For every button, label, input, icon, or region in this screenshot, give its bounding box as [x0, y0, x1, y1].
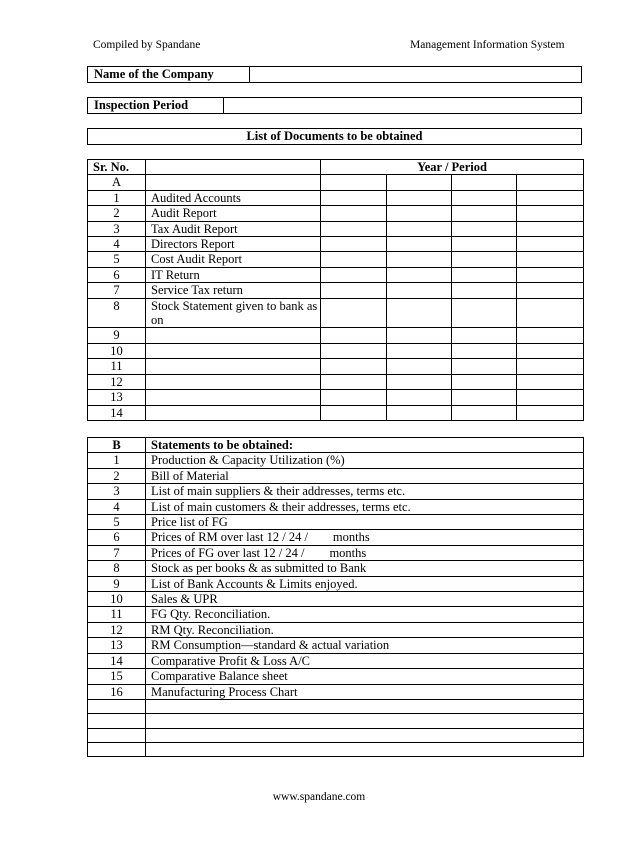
sr-no-cell: 10 [88, 343, 146, 358]
table-row [88, 545, 584, 560]
document-header-blank [146, 160, 321, 175]
year-period-cell[interactable] [387, 328, 452, 343]
year-period-cell[interactable] [452, 359, 517, 374]
table-row [88, 453, 584, 468]
sr-no-cell: 6 [88, 530, 146, 545]
statement-name-cell: Manufacturing Process Chart [146, 684, 584, 699]
year-period-cell[interactable] [387, 237, 452, 252]
year-period-cell[interactable] [387, 252, 452, 267]
statement-name-cell [146, 743, 584, 757]
year-period-cell[interactable] [517, 405, 584, 420]
document-name-cell [146, 328, 321, 343]
table-row [88, 653, 584, 668]
year-period-cell[interactable] [387, 359, 452, 374]
table-row [88, 515, 584, 530]
table-row [88, 669, 584, 684]
sr-no-cell: 9 [88, 328, 146, 343]
year-period-cell[interactable] [387, 283, 452, 298]
statement-name-cell: Comparative Balance sheet [146, 669, 584, 684]
statement-name-cell: RM Consumption—standard & actual variation [146, 638, 584, 653]
statement-name-cell: FG Qty. Reconciliation. [146, 607, 584, 622]
statement-name-cell: List of Bank Accounts & Limits enjoyed. [146, 576, 584, 591]
table-row [88, 343, 584, 358]
table-row [88, 298, 584, 328]
year-period-cell[interactable] [387, 374, 452, 389]
table-cell[interactable] [321, 175, 387, 190]
year-period-cell[interactable] [452, 190, 517, 205]
table-row [88, 684, 584, 699]
year-period-cell[interactable] [387, 390, 452, 405]
year-period-cell[interactable] [517, 252, 584, 267]
sr-no-cell [88, 699, 146, 713]
year-period-cell[interactable] [452, 343, 517, 358]
year-period-cell[interactable] [517, 283, 584, 298]
statement-name-cell [146, 714, 584, 728]
year-period-cell[interactable] [452, 221, 517, 236]
table-row [88, 592, 584, 607]
document-name-cell [146, 374, 321, 389]
year-period-cell[interactable] [452, 405, 517, 420]
year-period-cell[interactable] [387, 343, 452, 358]
statement-name-cell [146, 699, 584, 713]
table-cell[interactable] [452, 175, 517, 190]
table-row [88, 206, 584, 221]
document-name-cell: Audited Accounts [146, 190, 321, 205]
table-row [88, 622, 584, 637]
table-cell[interactable] [146, 175, 321, 190]
list-title: List of Documents to be obtained [246, 129, 423, 143]
document-name-cell: Tax Audit Report [146, 221, 321, 236]
sr-no-cell: 9 [88, 576, 146, 591]
company-name-field[interactable] [250, 67, 256, 82]
sr-no-cell: 13 [88, 390, 146, 405]
sr-no-cell: 5 [88, 515, 146, 530]
sr-no-cell: 10 [88, 592, 146, 607]
table-row [88, 221, 584, 236]
year-period-cell[interactable] [321, 328, 387, 343]
table-row [88, 390, 584, 405]
year-period-cell[interactable] [387, 405, 452, 420]
year-period-cell[interactable] [452, 328, 517, 343]
statement-name-cell: Prices of RM over last 12 / 24 / months [146, 530, 584, 545]
statement-name-cell: Stock as per books & as submitted to Bank [146, 561, 584, 576]
year-period-cell[interactable] [321, 283, 387, 298]
statement-name-cell: Comparative Profit & Loss A/C [146, 653, 584, 668]
year-period-cell[interactable] [452, 237, 517, 252]
sr-no-cell: 14 [88, 405, 146, 420]
table-row [88, 237, 584, 252]
sr-no-cell: 4 [88, 237, 146, 252]
documents-header-row [88, 160, 584, 175]
sr-no-cell: 3 [88, 484, 146, 499]
year-period-cell[interactable] [517, 328, 584, 343]
year-period-cell[interactable] [517, 190, 584, 205]
year-period-cell[interactable] [517, 343, 584, 358]
year-period-cell[interactable] [321, 252, 387, 267]
table-row [88, 374, 584, 389]
inspection-period-box [87, 97, 582, 114]
table-row [88, 638, 584, 653]
section-b-label: B [88, 438, 146, 453]
document-name-cell: Cost Audit Report [146, 252, 321, 267]
sr-no-cell: 1 [88, 453, 146, 468]
table-row [88, 499, 584, 514]
sr-no-cell: 1 [88, 190, 146, 205]
sr-no-cell [88, 714, 146, 728]
sr-no-cell: 6 [88, 267, 146, 282]
year-period-header: Year / Period [321, 160, 584, 175]
statements-heading: Statements to be obtained: [146, 438, 584, 453]
statement-name-cell: RM Qty. Reconciliation. [146, 622, 584, 637]
year-period-cell[interactable] [452, 283, 517, 298]
table-row [88, 190, 584, 205]
year-period-cell[interactable] [517, 298, 584, 328]
year-period-cell[interactable] [517, 390, 584, 405]
sr-no-cell: 5 [88, 252, 146, 267]
year-period-cell[interactable] [387, 190, 452, 205]
statements-table [87, 437, 584, 757]
table-row [88, 714, 584, 728]
section-a-row [88, 175, 584, 190]
table-row [88, 328, 584, 343]
year-period-cell[interactable] [321, 390, 387, 405]
year-period-cell[interactable] [452, 267, 517, 282]
sr-no-cell: 11 [88, 607, 146, 622]
year-period-cell[interactable] [321, 267, 387, 282]
company-name-box [87, 66, 582, 83]
table-row [88, 359, 584, 374]
year-period-cell[interactable] [452, 374, 517, 389]
section-b-row [88, 438, 584, 453]
year-period-cell[interactable] [321, 190, 387, 205]
document-name-cell: Directors Report [146, 237, 321, 252]
sr-no-cell: 11 [88, 359, 146, 374]
table-cell[interactable] [517, 175, 584, 190]
list-title-box [87, 128, 582, 145]
document-name-cell [146, 343, 321, 358]
footer-url[interactable]: www.spandane.com [272, 791, 366, 803]
year-period-cell[interactable] [452, 206, 517, 221]
sr-no-cell: 16 [88, 684, 146, 699]
inspection-period-field[interactable] [224, 98, 230, 113]
sr-no-cell: 14 [88, 653, 146, 668]
sr-no-cell: 2 [88, 468, 146, 483]
table-row [88, 530, 584, 545]
inspection-period-label: Inspection Period [88, 98, 224, 113]
table-row [88, 607, 584, 622]
statement-name-cell: Sales & UPR [146, 592, 584, 607]
year-period-cell[interactable] [387, 267, 452, 282]
sr-no-cell: 12 [88, 622, 146, 637]
table-row [88, 468, 584, 483]
document-name-cell: Audit Report [146, 206, 321, 221]
section-a-label: A [88, 175, 146, 190]
sr-no-cell: 7 [88, 545, 146, 560]
sr-no-cell [88, 728, 146, 742]
sr-no-cell: 2 [88, 206, 146, 221]
year-period-cell[interactable] [321, 298, 387, 328]
year-period-cell[interactable] [321, 221, 387, 236]
table-row [88, 283, 584, 298]
table-row [88, 484, 584, 499]
table-row [88, 561, 584, 576]
year-period-cell[interactable] [387, 298, 452, 328]
document-name-cell: IT Return [146, 267, 321, 282]
year-period-cell[interactable] [321, 359, 387, 374]
header-right: Management Information System [410, 39, 565, 51]
table-row [88, 405, 584, 420]
statement-name-cell [146, 728, 584, 742]
year-period-cell[interactable] [517, 359, 584, 374]
sr-no-cell: 8 [88, 561, 146, 576]
table-row [88, 743, 584, 757]
year-period-cell[interactable] [517, 374, 584, 389]
table-row [88, 267, 584, 282]
sr-no-cell: 3 [88, 221, 146, 236]
year-period-cell[interactable] [387, 221, 452, 236]
table-row [88, 576, 584, 591]
statement-name-cell: Bill of Material [146, 468, 584, 483]
year-period-cell[interactable] [321, 343, 387, 358]
year-period-cell[interactable] [321, 237, 387, 252]
sr-no-cell: 15 [88, 669, 146, 684]
sr-no-cell: 4 [88, 499, 146, 514]
year-period-cell[interactable] [387, 206, 452, 221]
sr-no-cell [88, 743, 146, 757]
table-row [88, 252, 584, 267]
table-row [88, 728, 584, 742]
statement-name-cell: List of main suppliers & their addresses, terms etc. [146, 484, 584, 499]
sr-no-cell: 12 [88, 374, 146, 389]
statement-name-cell: Price list of FG [146, 515, 584, 530]
year-period-cell[interactable] [517, 267, 584, 282]
document-name-cell [146, 390, 321, 405]
year-period-cell[interactable] [321, 374, 387, 389]
document-name-cell: Stock Statement given to bank as on [146, 298, 321, 328]
document-name-cell [146, 405, 321, 420]
sr-no-cell: 7 [88, 283, 146, 298]
sr-no-cell: 13 [88, 638, 146, 653]
year-period-cell[interactable] [517, 221, 584, 236]
table-cell[interactable] [387, 175, 452, 190]
statement-name-cell: Production & Capacity Utilization (%) [146, 453, 584, 468]
year-period-cell[interactable] [321, 206, 387, 221]
document-name-cell: Service Tax return [146, 283, 321, 298]
year-period-cell[interactable] [321, 405, 387, 420]
statement-name-cell: Prices of FG over last 12 / 24 / months [146, 545, 584, 560]
year-period-cell[interactable] [517, 206, 584, 221]
company-name-label: Name of the Company [88, 67, 250, 82]
statement-name-cell: List of main customers & their addresses, terms etc. [146, 499, 584, 514]
table-row [88, 699, 584, 713]
year-period-cell[interactable] [452, 298, 517, 328]
document-name-cell [146, 359, 321, 374]
year-period-cell[interactable] [452, 252, 517, 267]
sr-no-header: Sr. No. [88, 160, 146, 175]
header-left: Compiled by Spandane [93, 39, 201, 51]
documents-table [87, 159, 584, 421]
year-period-cell[interactable] [517, 237, 584, 252]
sr-no-cell: 8 [88, 298, 146, 328]
year-period-cell[interactable] [452, 390, 517, 405]
